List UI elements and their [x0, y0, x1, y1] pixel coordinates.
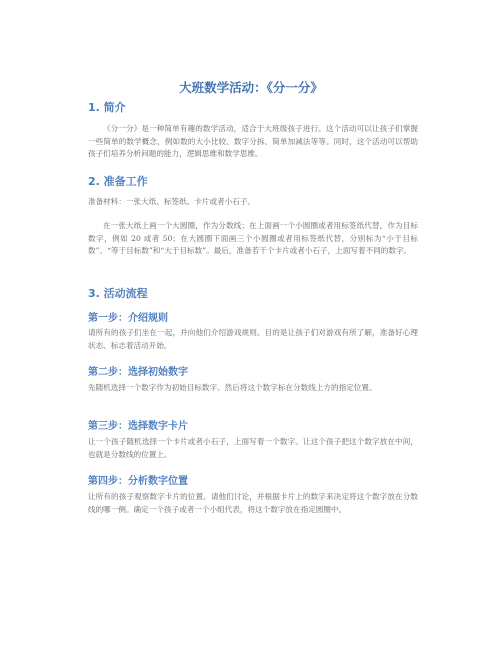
- step-3-heading: 第三步：选择数字卡片: [88, 421, 188, 432]
- step-1-heading: 第一步：介绍规则: [88, 313, 168, 324]
- document-title: 大班数学活动：《分一分》: [179, 80, 323, 95]
- step-4-heading: 第四步：分析数字位置: [88, 476, 188, 487]
- setup-paragraph: 在一张大纸上画一个大圆圈，作为分数线；在上面画一个小圆圈或者用标签纸代替，作为目标数字，例如 20 或者 50；在大圆圈下面画三个小圆圈或者用标签纸代替，分别标为“小于目标数”、“等于目标数”和“大于目标数”。最后，准备若干个卡片或者小石子，上面写着不同的数字。: [88, 221, 418, 255]
- step-2-heading: 第二步：选择初始数字: [88, 367, 188, 378]
- section-heading-intro: 1. 简介: [88, 101, 126, 114]
- section-heading-process: 3. 活动流程: [88, 287, 148, 300]
- step-3-text: 让一个孩子随机选择一个卡片或者小石子，上面写着一个数字。让这个孩子把这个数字放在中间，也就是分数线的位置上。: [88, 437, 418, 459]
- step-2-text: 先随机选择一个数字作为初始目标数字。然后将这个数字标在分数线上方的指定位置。: [88, 383, 377, 392]
- materials-paragraph: 准备材料：一张大纸、标签纸、卡片或者小石子。: [88, 197, 256, 206]
- step-1-text: 请所有的孩子们坐在一起，并向他们介绍游戏规则。目的是让孩子们对游戏有所了解，准备好心理状态、标志着活动开始。: [88, 328, 418, 350]
- section-heading-preparation: 2. 准备工作: [88, 175, 148, 188]
- step-4-text: 让所有的孩子观察数字卡片的位置。请他们讨论，并根据卡片上的数字来决定将这个数字放在分数线的哪一侧。确定一个孩子或者一个小组代表，将这个数字放在指定圆圈中。: [88, 492, 418, 514]
- intro-paragraph: 《分一分》是一种简单有趣的数学活动，适合于大班级孩子进行。这个活动可以让孩子们掌握一些简单的数学概念，例如数的大小比较、数字分拆、简单加减法等等。同时，这个活动可以帮助孩子们培养分析问题的能力，逻辑思维和数学思维。: [88, 124, 418, 158]
